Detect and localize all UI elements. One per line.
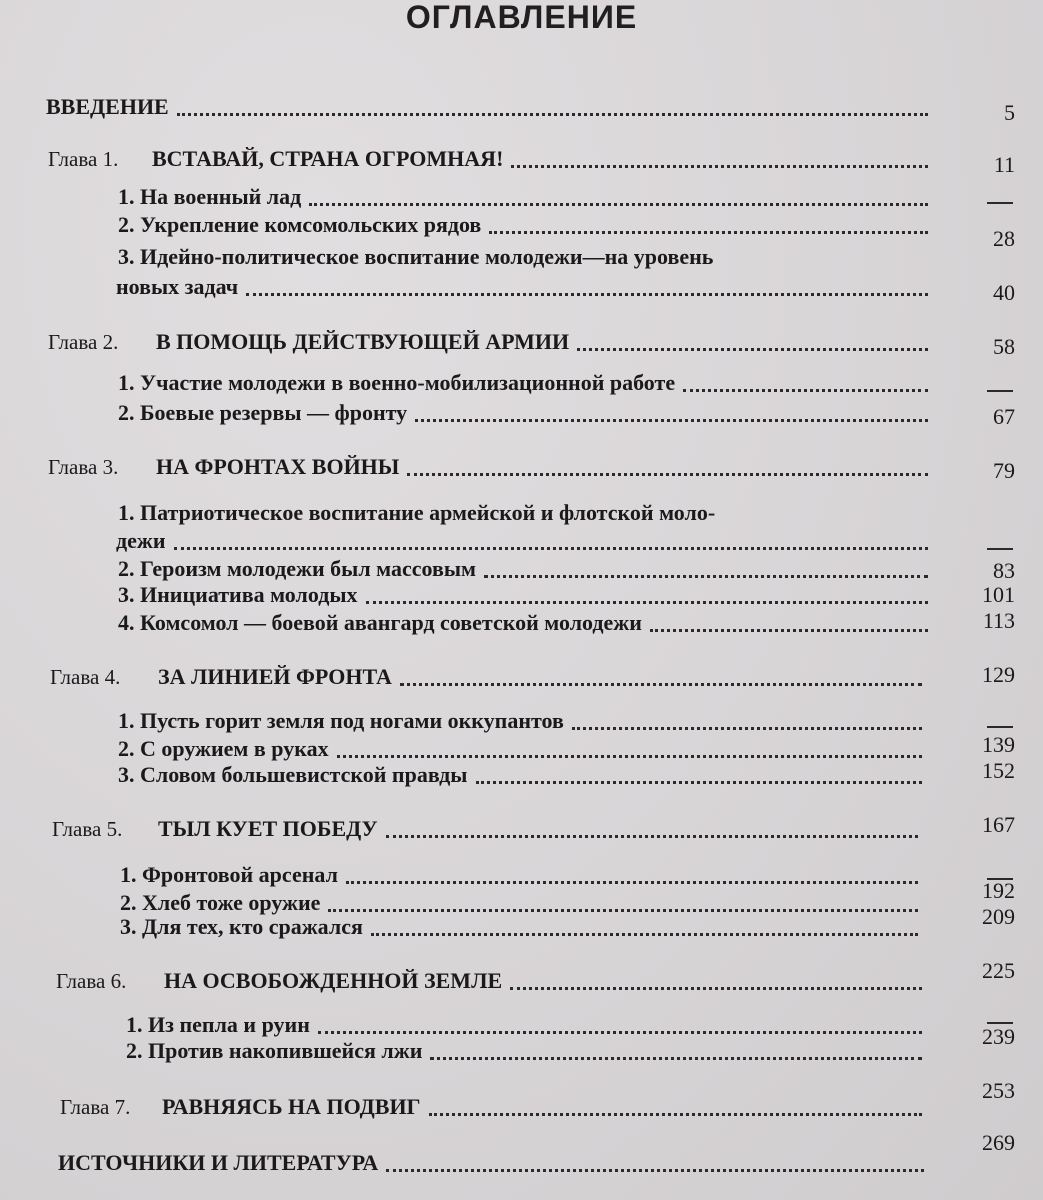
ditto-dash [987,548,1013,550]
page-number: 101 [982,582,1015,607]
toc-chapter-7 [0,1092,1043,1122]
section-title: 2. Хлеб тоже оружие [120,890,321,915]
toc-chapter-3 [0,452,1043,482]
section-title: 1. Из пепла и руин [126,1012,310,1037]
entry-title: ИСТОЧНИКИ И ЛИТЕРАТУРА [58,1150,379,1175]
chapter-title: В ПОМОЩЬ ДЕЙСТВУЮЩЕЙ АРМИИ [156,329,570,354]
section-title: 3. Инициатива молодых [118,582,358,607]
toc-section [0,760,1043,790]
dot-leader [246,293,928,296]
page-number: 40 [993,280,1015,305]
chapter-label: Глава 7. [60,1095,131,1119]
chapter-title: НА ФРОНТАХ ВОЙНЫ [156,454,400,479]
dot-leader [577,348,928,351]
section-title-continuation: дежи [116,528,166,553]
section-title: 2. Боевые резервы — фронту [118,400,408,425]
chapter-title: ТЫЛ КУЕТ ПОБЕДУ [158,816,378,841]
toc-chapter-6 [0,966,1043,996]
dot-leader [371,933,918,936]
ditto-dash [987,390,1013,392]
section-title: 2. С оружием в руках [118,736,329,761]
dot-leader [407,473,928,476]
entry-title: ВВЕДЕНИЕ [46,94,169,119]
page-number: 129 [982,662,1015,687]
section-title: 2. Укрепление комсомольских рядов [118,212,482,237]
dot-leader [400,683,922,686]
dot-leader [489,231,928,234]
page-number: 192 [982,878,1015,903]
dot-leader [177,113,928,116]
dot-leader [415,419,928,422]
toc-entry-sources [0,1148,1043,1178]
section-title: 2. Против накопившейся лжи [126,1038,423,1063]
section-title-continuation: новых задач [116,274,239,299]
dot-leader [366,601,928,604]
page-number: 152 [982,758,1015,783]
ditto-dash [987,726,1013,728]
section-title: 1. Фронтовой арсенал [120,862,338,887]
toc-section-continuation [0,272,1043,302]
page-number: 209 [982,904,1015,929]
page-number: 253 [982,1078,1015,1103]
toc-chapter-5 [0,814,1043,844]
section-title: 3. Идейно-политическое воспитание молодежи—на уровень [118,244,714,269]
chapter-label: Глава 6. [56,969,127,993]
chapter-label: Глава 2. [48,330,119,354]
toc-chapter-2 [0,327,1043,357]
ditto-dash [987,202,1013,204]
section-title: 3. Для тех, кто сражался [120,914,363,939]
section-title: 1. На военный лад [118,184,302,209]
page-title: ОГЛАВЛЕНИЕ [405,0,638,35]
page-number: 28 [993,226,1015,251]
chapter-label: Глава 5. [52,817,123,841]
toc-section [0,398,1043,428]
toc-entry-introduction [0,92,1043,122]
section-title: 1. Участие молодежи в военно-мобилизационной работе [118,370,676,395]
dot-leader [650,629,928,632]
toc-section [0,608,1043,638]
toc-section [0,242,1043,272]
page-number: 11 [993,152,1015,177]
dot-leader [430,1057,922,1060]
dot-leader [511,165,928,168]
page-number: 5 [1004,100,1015,125]
dot-leader [510,987,922,990]
dot-leader [337,755,922,758]
page-number: 269 [982,1130,1015,1155]
dot-leader [386,835,918,838]
chapter-label: Глава 4. [50,665,121,689]
toc-chapter-1 [0,144,1043,174]
section-title: 3. Словом большевистской правды [118,762,468,787]
page-number: 83 [993,558,1015,583]
page-number: 113 [982,608,1015,633]
toc-section [0,912,1043,942]
page-number: 58 [993,334,1015,359]
section-title: 1. Пусть горит земля под ногами оккупантов [118,708,564,733]
chapter-title: РАВНЯЯСЬ НА ПОДВИГ [162,1094,421,1119]
section-title: 4. Комсомол — боевой авангард советской молодежи [118,610,642,635]
page-number: 239 [982,1024,1015,1049]
section-title: 1. Патриотическое воспитание армейской и флотской моло- [118,500,716,525]
chapter-label: Глава 3. [48,455,119,479]
dot-leader [429,1113,922,1116]
toc-section [0,1036,1043,1066]
page-number: 225 [982,958,1015,983]
toc-section [0,580,1043,610]
toc-section [0,498,1043,528]
page-number: 67 [993,404,1015,429]
page-number: 139 [982,732,1015,757]
page-number: 167 [982,812,1015,837]
dot-leader [386,1169,924,1172]
chapter-label: Глава 1. [48,147,119,171]
toc-chapter-4 [0,662,1043,692]
dot-leader [484,575,928,578]
chapter-title: ЗА ЛИНИЕЙ ФРОНТА [158,664,392,689]
dot-leader [476,781,923,784]
page-number: 79 [993,458,1015,483]
chapter-title: НА ОСВОБОЖДЕННОЙ ЗЕМЛЕ [164,968,503,993]
section-title: 2. Героизм молодежи был массовым [118,556,477,581]
chapter-title: ВСТАВАЙ, СТРАНА ОГРОМНАЯ! [152,146,504,171]
toc-section [0,210,1043,240]
